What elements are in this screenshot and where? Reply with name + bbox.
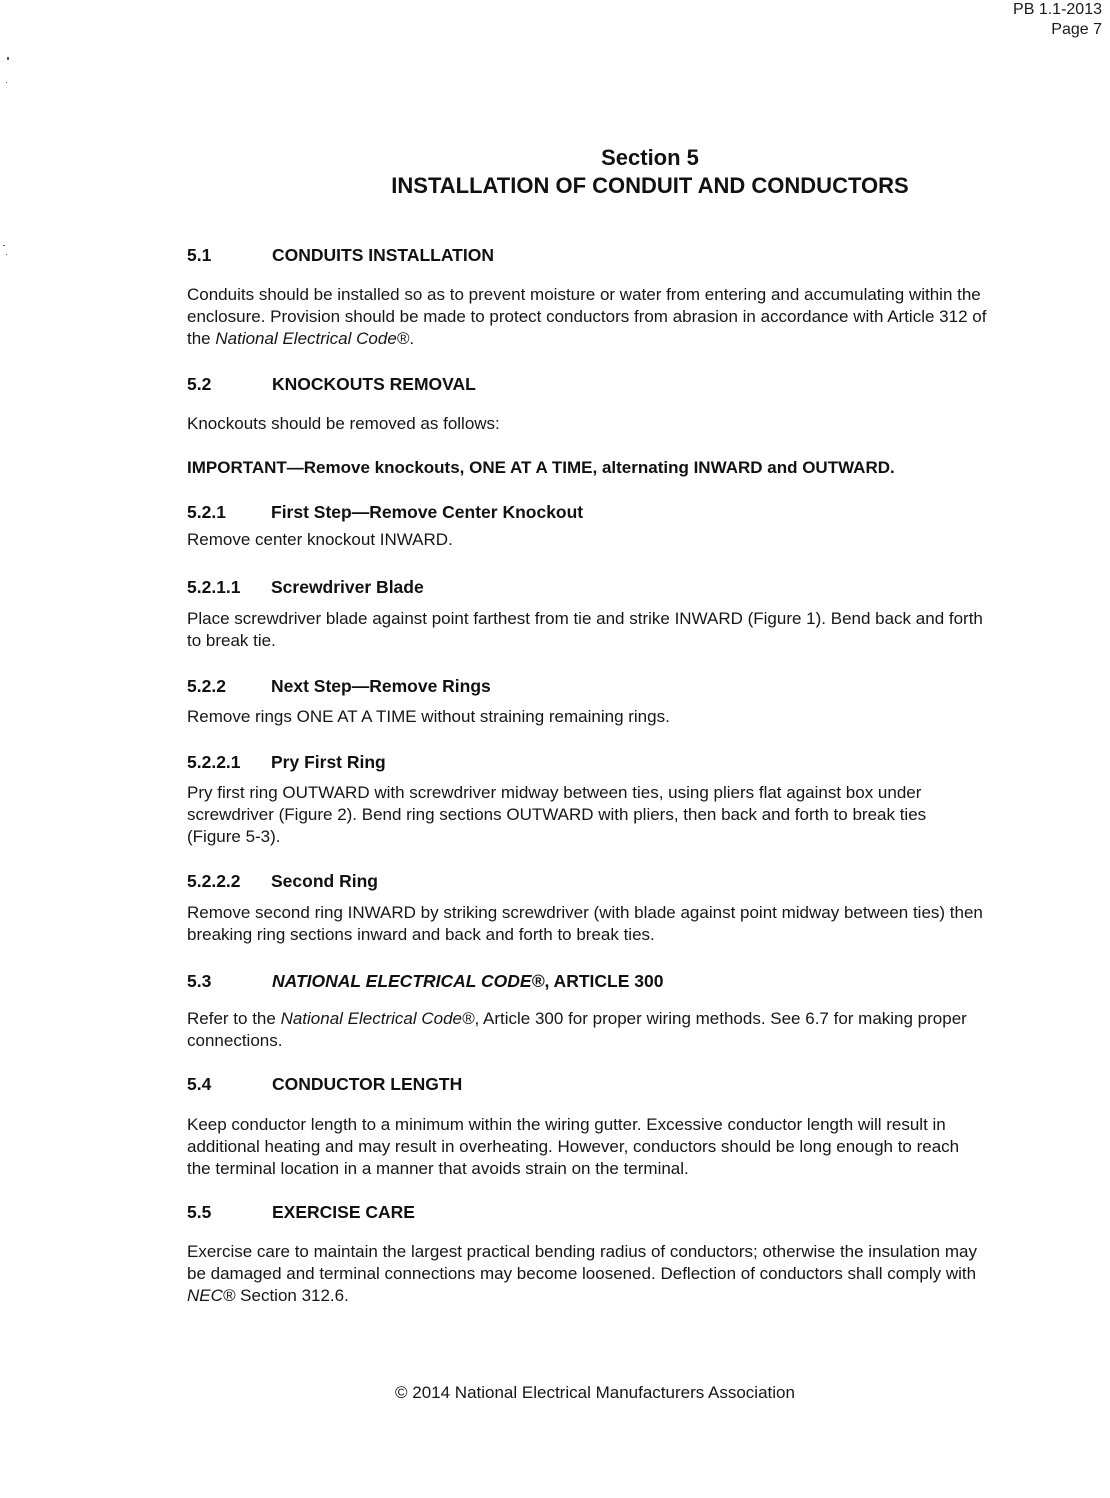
heading-number: 5.2.2.1 xyxy=(187,752,241,772)
section-name-title: INSTALLATION OF CONDUIT AND CONDUCTORS xyxy=(391,173,909,198)
text-line: enclosure. Provision should be made to protect conductors from abrasion in accordance with Article 312 of xyxy=(187,307,987,326)
text-span: Refer to the xyxy=(187,1009,281,1028)
section-title-block xyxy=(190,144,1110,200)
heading-5-2-1-1 xyxy=(187,576,424,598)
heading-title: Next Step—Remove Rings xyxy=(271,676,491,696)
heading-5-2-1 xyxy=(187,501,583,523)
paragraph-5-2-2-2 xyxy=(187,902,1107,946)
scan-artifact xyxy=(6,82,7,83)
heading-title: CONDUCTOR LENGTH xyxy=(272,1074,463,1094)
paragraph-5-2-2-1 xyxy=(187,782,1107,848)
section-number-title: Section 5 xyxy=(601,145,699,170)
paragraph-5-2: Knockouts should be removed as follows: xyxy=(187,414,500,433)
text-line: connections. xyxy=(187,1031,283,1050)
heading-5-3 xyxy=(187,970,663,992)
heading-title: Pry First Ring xyxy=(271,752,386,772)
text-line: (Figure 5-3). xyxy=(187,827,281,846)
text-line xyxy=(187,1285,1107,1307)
text-line: Conduits should be installed so as to prevent moisture or water from entering and accumulating within the xyxy=(187,285,981,304)
paragraph-5-2-1-1 xyxy=(187,608,1107,652)
text-span: . xyxy=(409,329,415,348)
text-line: screwdriver (Figure 2). Bend ring sections OUTWARD with pliers, then back and forth to break ties xyxy=(187,805,927,824)
italic-code-reference: National Electrical Code® xyxy=(280,1009,475,1028)
text-line: Place screwdriver blade against point farthest from tie and strike INWARD (Figure 1). Bend back and forth xyxy=(187,609,983,628)
heading-number: 5.2.2.2 xyxy=(187,871,241,891)
heading-number: 5.2.1.1 xyxy=(187,577,241,597)
paragraph-5-3 xyxy=(187,1008,1107,1052)
heading-5-2 xyxy=(187,373,476,395)
heading-5-5 xyxy=(187,1201,415,1223)
text-line: Exercise care to maintain the largest practical bending radius of conductors; otherwise the insulation may xyxy=(187,1242,977,1261)
heading-number: 5.2 xyxy=(187,374,212,394)
text-line xyxy=(187,328,1107,350)
heading-5-4 xyxy=(187,1073,462,1095)
text-line: Remove second ring INWARD by striking screwdriver (with blade against point midway between ties) then xyxy=(187,903,983,922)
text-line: Keep conductor length to a minimum within the wiring gutter. Excessive conductor length will result in xyxy=(187,1115,946,1134)
text-span: the xyxy=(187,329,216,348)
heading-5-2-2 xyxy=(187,675,491,697)
copyright-footer: © 2014 National Electrical Manufacturers Association xyxy=(395,1383,795,1402)
italic-code-reference: NEC® xyxy=(187,1286,236,1305)
heading-title: First Step—Remove Center Knockout xyxy=(271,502,584,522)
heading-number: 5.2.1 xyxy=(187,502,226,522)
scan-artifact xyxy=(6,254,7,255)
heading-5-1 xyxy=(187,244,494,266)
heading-title: Screwdriver Blade xyxy=(271,577,424,597)
paragraph-5-4 xyxy=(187,1114,1107,1180)
italic-code-reference: National Electrical Code® xyxy=(215,329,410,348)
paragraph-5-5 xyxy=(187,1241,1107,1307)
paragraph-5-1 xyxy=(187,284,1107,350)
text-line: additional heating and may result in overheating. However, conductors should be long enough to reach xyxy=(187,1137,960,1156)
heading-number: 5.1 xyxy=(187,245,212,265)
text-line: be damaged and terminal connections may become loosened. Deflection of conductors shall comply with xyxy=(187,1264,977,1283)
text-span: , Article 300 for proper wiring methods. See 6.7 for making proper xyxy=(474,1009,967,1028)
page-number: Page 7 xyxy=(1051,21,1102,38)
heading-5-2-2-1 xyxy=(187,751,386,773)
heading-number: 5.3 xyxy=(187,971,212,991)
text-span: Section 312.6. xyxy=(235,1286,349,1305)
heading-number: 5.5 xyxy=(187,1202,212,1222)
document-id: PB 1.1-2013 xyxy=(1013,1,1102,18)
heading-title-italic: NATIONAL ELECTRICAL CODE® xyxy=(272,971,545,991)
heading-title: CONDUITS INSTALLATION xyxy=(272,245,494,265)
heading-title: KNOCKOUTS REMOVAL xyxy=(272,374,476,394)
heading-title: , ARTICLE 300 xyxy=(544,971,664,991)
scan-artifact xyxy=(3,245,5,246)
scan-artifact xyxy=(7,57,9,60)
heading-title: EXERCISE CARE xyxy=(272,1202,415,1222)
text-line: breaking ring sections inward and back and forth to break ties. xyxy=(187,925,655,944)
heading-number: 5.4 xyxy=(187,1074,212,1094)
text-line: the terminal location in a manner that avoids strain on the terminal. xyxy=(187,1159,689,1178)
text-line xyxy=(187,1008,1107,1030)
heading-number: 5.2.2 xyxy=(187,676,226,696)
heading-title: Second Ring xyxy=(271,871,378,891)
page-header xyxy=(1013,0,1102,40)
heading-5-2-2-2 xyxy=(187,870,378,892)
text-line: Pry first ring OUTWARD with screwdriver midway between ties, using pliers flat against box under xyxy=(187,783,922,802)
paragraph-5-2-2: Remove rings ONE AT A TIME without straining remaining rings. xyxy=(187,707,670,726)
important-notice: IMPORTANT—Remove knockouts, ONE AT A TIME, alternating INWARD and OUTWARD. xyxy=(187,458,895,477)
paragraph-5-2-1: Remove center knockout INWARD. xyxy=(187,530,453,549)
text-line: to break tie. xyxy=(187,631,276,650)
